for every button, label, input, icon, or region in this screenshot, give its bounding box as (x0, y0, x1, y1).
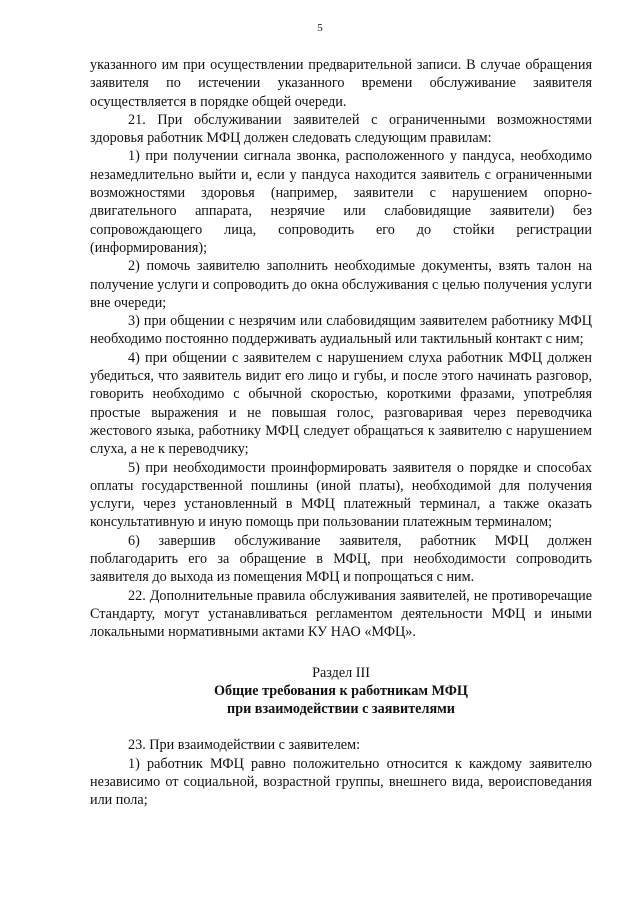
document-body (90, 56, 592, 810)
paragraph-22: 22. Дополнительные правила обслуживания заявителей, не противоречащие Стандарту, могут устанавливаться регламентом деятельности МФЦ и иными локальными нормативными актами КУ НАО «МФЦ». (90, 587, 592, 641)
section-title-line-2: при взаимодействии с заявителями (227, 701, 455, 718)
paragraph-continuation: указанного им при осуществлении предварительной записи. В случае обращения заявителя по истечении указанного времени обслуживание заявителя осуществляется в порядке общей очереди. (90, 57, 592, 110)
paragraph-21-item-4: 4) при общении с заявителем с нарушением слуха работник МФЦ должен убедиться, что заявитель видит его лицо и губы, и после этого начинать разговор, говорить необходимо с обычной скоростью, короткими фразами, употребляя простые выражения и не повышая голос, разговаривая через переводчика жестового языка, работнику МФЦ следует обращаться к заявителю с нарушением слуха, а не к переводчику; (90, 349, 592, 458)
page-number: 5 (317, 22, 323, 34)
section-title-line-1: Общие требования к работникам МФЦ (214, 682, 468, 699)
paragraph-23-item-1: 1) работник МФЦ равно положительно относится к каждому заявителю независимо от социальной, возрастной группы, внешнего вида, вероисповедания или пола; (90, 755, 592, 809)
section-label: Раздел III (312, 664, 370, 681)
paragraph-21-item-5: 5) при необходимости проинформировать заявителя о порядке и способах оплаты государственной пошлины (иной платы), необходимой для получения услуги, через установленный в МФЦ платежный терминал, а также оказать консультативную и иную помощь при пользовании платежным терминалом; (90, 459, 592, 531)
paragraph-21: 21. При обслуживании заявителей с ограниченными возможностями здоровья работник МФЦ должен следовать следующим правилам: (90, 111, 592, 147)
paragraph-21-item-2: 2) помочь заявителю заполнить необходимые документы, взять талон на получение услуги и сопроводить до окна обслуживания с целью получения услуги вне очереди; (90, 258, 592, 311)
paragraph-21-item-3: 3) при общении с незрячим или слабовидящим заявителем работнику МФЦ необходимо постоянно поддерживать аудиальный или тактильный контакт с ним; (90, 313, 592, 348)
paragraph-21-item-1: 1) при получении сигнала звонка, расположенного у пандуса, необходимо незамедлительно выйти и, если у пандуса находится заявитель с ограниченными возможностями здоровья (например, заявители с нарушением опорно-двигательного аппарата, незрячие или слабовидящие заявители) без сопровождающего лица, сопроводить его до стойки регистрации (информирования); (90, 148, 592, 256)
paragraph-21-item-6: 6) завершив обслуживание заявителя, работник МФЦ должен поблагодарить его за обращение в МФЦ, при необходимости сопроводить заявителя до выхода из помещения МФЦ и попрощаться с ним. (90, 532, 592, 586)
paragraph-23: 23. При взаимодействии с заявителем: (128, 737, 361, 754)
